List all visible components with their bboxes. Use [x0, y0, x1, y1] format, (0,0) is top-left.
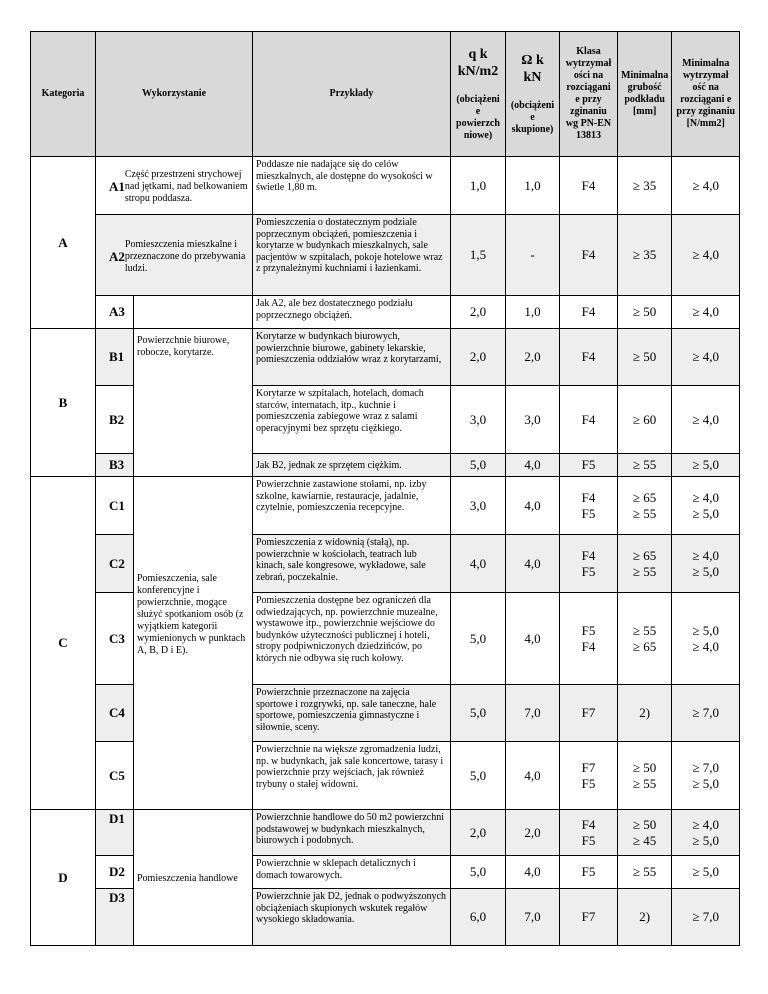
klasa-cell: F5	[560, 454, 618, 477]
klasa-cell: F7	[560, 889, 618, 946]
header-ok	[506, 32, 560, 157]
wytrz-cell: ≥ 4,0	[672, 215, 740, 296]
grubosc-cell: 2)	[618, 889, 672, 946]
wytrz-cell: ≥ 7,0 ≥ 5,0	[672, 742, 740, 810]
ok-cell: 7,0	[506, 685, 560, 742]
grubosc-cell: ≥ 55 ≥ 65	[618, 593, 672, 685]
header-przyklady: Przykłady	[253, 32, 451, 157]
table-row	[31, 477, 740, 535]
table-row	[31, 296, 740, 329]
header-qk-note: (obciążeni e powierzch niowe)	[456, 94, 500, 141]
example-cell: Pomieszczenia o dostatecznym podziale poprzecznym obciążeń, pomieszczenia i korytarze w budynkach mieszkalnych, sale pacjentów w szpitalach, pokoje hotelowe wraz z przynależnymi kuchniami i łazienkami.	[253, 215, 451, 296]
example-cell: Powierzchnie na większe zgromadzenia ludzi, np. w budynkach, jak sale koncertowe, tarasy i powierzchnie przy wejściach, jak również trybuny o stałej widowni.	[253, 742, 451, 810]
qk-cell: 5,0	[451, 742, 506, 810]
ok-cell: 4,0	[506, 454, 560, 477]
example-cell: Korytarze w budynkach biurowych, powierzchnie biurowe, gabinety lekarskie, pomieszczenia oddziałów wraz z korytarzami,	[253, 329, 451, 386]
qk-cell: 3,0	[451, 386, 506, 454]
category-b: B	[31, 329, 96, 477]
wytrz-cell: ≥ 4,0	[672, 386, 740, 454]
ok-cell: 7,0	[506, 889, 560, 946]
row-code: C3	[96, 593, 134, 685]
header-row	[31, 32, 740, 157]
qk-cell: 1,0	[451, 157, 506, 215]
example-cell: Jak B2, jednak ze sprzętem ciężkim.	[253, 454, 451, 477]
usage-cell	[96, 215, 253, 296]
klasa-cell: F5 F4	[560, 593, 618, 685]
usage-cell	[96, 157, 253, 215]
row-code: D2	[96, 856, 134, 889]
wytrz-cell: ≥ 7,0	[672, 685, 740, 742]
row-code: A1	[109, 179, 125, 194]
header-grubosc: Minimalna grubość podkładu [mm]	[618, 32, 672, 157]
wytrz-cell: ≥ 5,0 ≥ 4,0	[672, 593, 740, 685]
qk-cell: 2,0	[451, 810, 506, 856]
wytrz-cell: ≥ 4,0 ≥ 5,0	[672, 810, 740, 856]
klasa-cell: F7	[560, 685, 618, 742]
klasa-cell: F7 F5	[560, 742, 618, 810]
usage-d: Pomieszczenia handlowe	[134, 810, 253, 946]
qk-cell: 5,0	[451, 593, 506, 685]
header-klasa: Klasa wytrzymał ości na rozciągani e przy zginaniu wg PN-EN 13813	[560, 32, 618, 157]
row-code: B3	[96, 454, 134, 477]
ok-cell: 3,0	[506, 386, 560, 454]
wytrz-cell: ≥ 4,0	[672, 296, 740, 329]
grubosc-cell: ≥ 35	[618, 215, 672, 296]
wytrz-cell: ≥ 5,0	[672, 856, 740, 889]
row-code: A3	[96, 296, 134, 329]
klasa-cell: F4 F5	[560, 535, 618, 593]
header-qk	[451, 32, 506, 157]
qk-cell: 6,0	[451, 889, 506, 946]
table-row	[31, 329, 740, 386]
table-row	[31, 157, 740, 215]
usage-a2: Pomieszczenia mieszkalne i przeznaczone do przebywania ludzi.	[124, 238, 246, 274]
klasa-cell: F4	[560, 157, 618, 215]
grubosc-cell: 2)	[618, 685, 672, 742]
usage-c: Pomieszczenia, sale konferencyjne i powierzchnie, mogące służyć spotkaniom osób (z wyjątkiem kategorii wymienionych w punktach A, B, D i E).	[134, 477, 253, 810]
klasa-cell: F4	[560, 296, 618, 329]
qk-cell: 2,0	[451, 329, 506, 386]
qk-cell: 4,0	[451, 535, 506, 593]
header-ok-note: (obciążeni e skupione)	[510, 100, 555, 135]
example-cell: Powierzchnie handlowe do 50 m2 powierzchni podstawowej w budynkach mieszkalnych, biurowych i podobnych.	[253, 810, 451, 856]
example-cell: Jak A2, ale bez dostatecznego podziału poprzecznego obciążeń.	[253, 296, 451, 329]
ok-cell: 4,0	[506, 535, 560, 593]
example-cell: Pomieszczenia dostępne bez ograniczeń dla odwiedzających, np. powierzchnie muzealne, wystawowe itp., powierzchnie wejściowe do budynków użyteczności publicznej i hoteli, stropy podpiwniczonych dziedzińców, po których nie odbywa się ruch kołowy.	[253, 593, 451, 685]
header-wytrzymalosc: Minimalna wytrzymał ość na rozciągani e przy zginaniu [N/mm2]	[672, 32, 740, 157]
document-page	[30, 31, 740, 946]
header-wykorzystanie: Wykorzystanie	[96, 32, 253, 157]
wytrz-cell: ≥ 4,0 ≥ 5,0	[672, 535, 740, 593]
header-kategoria: Kategoria	[31, 32, 96, 157]
row-code: C5	[96, 742, 134, 810]
row-code: D3	[96, 889, 134, 946]
grubosc-cell: ≥ 50 ≥ 55	[618, 742, 672, 810]
example-cell: Korytarze w szpitalach, hotelach, domach starców, internatach, itp., kuchnie i pomieszczenia zabiegowe wraz z salami operacyjnymi bez sprzętu ciężkiego.	[253, 386, 451, 454]
grubosc-cell: ≥ 65 ≥ 55	[618, 535, 672, 593]
table-row	[31, 810, 740, 856]
row-code: C4	[96, 685, 134, 742]
grubosc-cell: ≥ 50	[618, 329, 672, 386]
grubosc-cell: ≥ 50 ≥ 45	[618, 810, 672, 856]
example-cell: Powierzchnie przeznaczone na zajęcia sportowe i rozgrywki, np. sale taneczne, hale sportowe, pomieszczenia gimnastyczne i siłownie, sceny.	[253, 685, 451, 742]
ok-cell: -	[506, 215, 560, 296]
ok-cell: 1,0	[506, 296, 560, 329]
klasa-cell: F4	[560, 329, 618, 386]
row-code: C1	[96, 477, 134, 535]
category-a: A	[31, 157, 96, 329]
klasa-cell: F4 F5	[560, 810, 618, 856]
ok-cell: 4,0	[506, 593, 560, 685]
category-c: C	[31, 477, 96, 810]
header-qk-unit: kN/m2	[457, 64, 499, 79]
header-ok-symbol: Ω k	[521, 53, 544, 68]
example-cell: Powierzchnie w sklepach detalicznych i domach towarowych.	[253, 856, 451, 889]
row-code: D1	[96, 810, 134, 856]
ok-cell: 2,0	[506, 329, 560, 386]
klasa-cell: F4	[560, 215, 618, 296]
grubosc-cell: ≥ 60	[618, 386, 672, 454]
usage-a1: Część przestrzeni strychowej nad jętkami, nad belkowaniem stropu poddasza.	[124, 169, 248, 204]
table-row	[31, 215, 740, 296]
qk-cell: 5,0	[451, 685, 506, 742]
header-ok-unit: kN	[523, 70, 542, 85]
header-qk-symbol: q k	[468, 47, 488, 62]
row-code: A2	[109, 248, 125, 264]
usage-b: Powierzchnie biurowe, robocze, korytarze.	[134, 329, 253, 477]
ok-cell: 4,0	[506, 742, 560, 810]
example-cell: Pomieszczenia z widownią (stałą), np. powierzchnie w kościołach, teatrach lub kinach, sale kongresowe, wykładowe, sale zebrań, poczekalnie.	[253, 535, 451, 593]
row-code: C2	[96, 535, 134, 593]
wytrz-cell: ≥ 5,0	[672, 454, 740, 477]
qk-cell: 5,0	[451, 856, 506, 889]
row-code: B2	[96, 386, 134, 454]
grubosc-cell: ≥ 50	[618, 296, 672, 329]
qk-cell: 1,5	[451, 215, 506, 296]
klasa-cell: F5	[560, 856, 618, 889]
ok-cell: 1,0	[506, 157, 560, 215]
wytrz-cell: ≥ 7,0	[672, 889, 740, 946]
example-cell: Poddasze nie nadające się do celów mieszkalnych, ale dostępne do wysokości w świetle 1,80 m.	[253, 157, 451, 215]
qk-cell: 3,0	[451, 477, 506, 535]
wytrz-cell: ≥ 4,0	[672, 329, 740, 386]
wytrz-cell: ≥ 4,0 ≥ 5,0	[672, 477, 740, 535]
load-category-table	[30, 31, 740, 946]
ok-cell: 2,0	[506, 810, 560, 856]
qk-cell: 5,0	[451, 454, 506, 477]
category-d: D	[31, 810, 96, 946]
example-cell: Powierzchnie jak D2, jednak o podwyższonych obciążeniach skupionych wskutek regałów wysokiego składowania.	[253, 889, 451, 946]
usage-empty	[134, 296, 253, 329]
ok-cell: 4,0	[506, 856, 560, 889]
row-code: B1	[96, 329, 134, 386]
klasa-cell: F4 F5	[560, 477, 618, 535]
grubosc-cell: ≥ 35	[618, 157, 672, 215]
grubosc-cell: ≥ 65 ≥ 55	[618, 477, 672, 535]
grubosc-cell: ≥ 55	[618, 454, 672, 477]
wytrz-cell: ≥ 4,0	[672, 157, 740, 215]
grubosc-cell: ≥ 55	[618, 856, 672, 889]
qk-cell: 2,0	[451, 296, 506, 329]
ok-cell: 4,0	[506, 477, 560, 535]
example-cell: Powierzchnie zastawione stołami, np. izby szkolne, kawiarnie, restauracje, jadalnie, czytelnie, pomieszczenia recepcyjne.	[253, 477, 451, 535]
klasa-cell: F4	[560, 386, 618, 454]
